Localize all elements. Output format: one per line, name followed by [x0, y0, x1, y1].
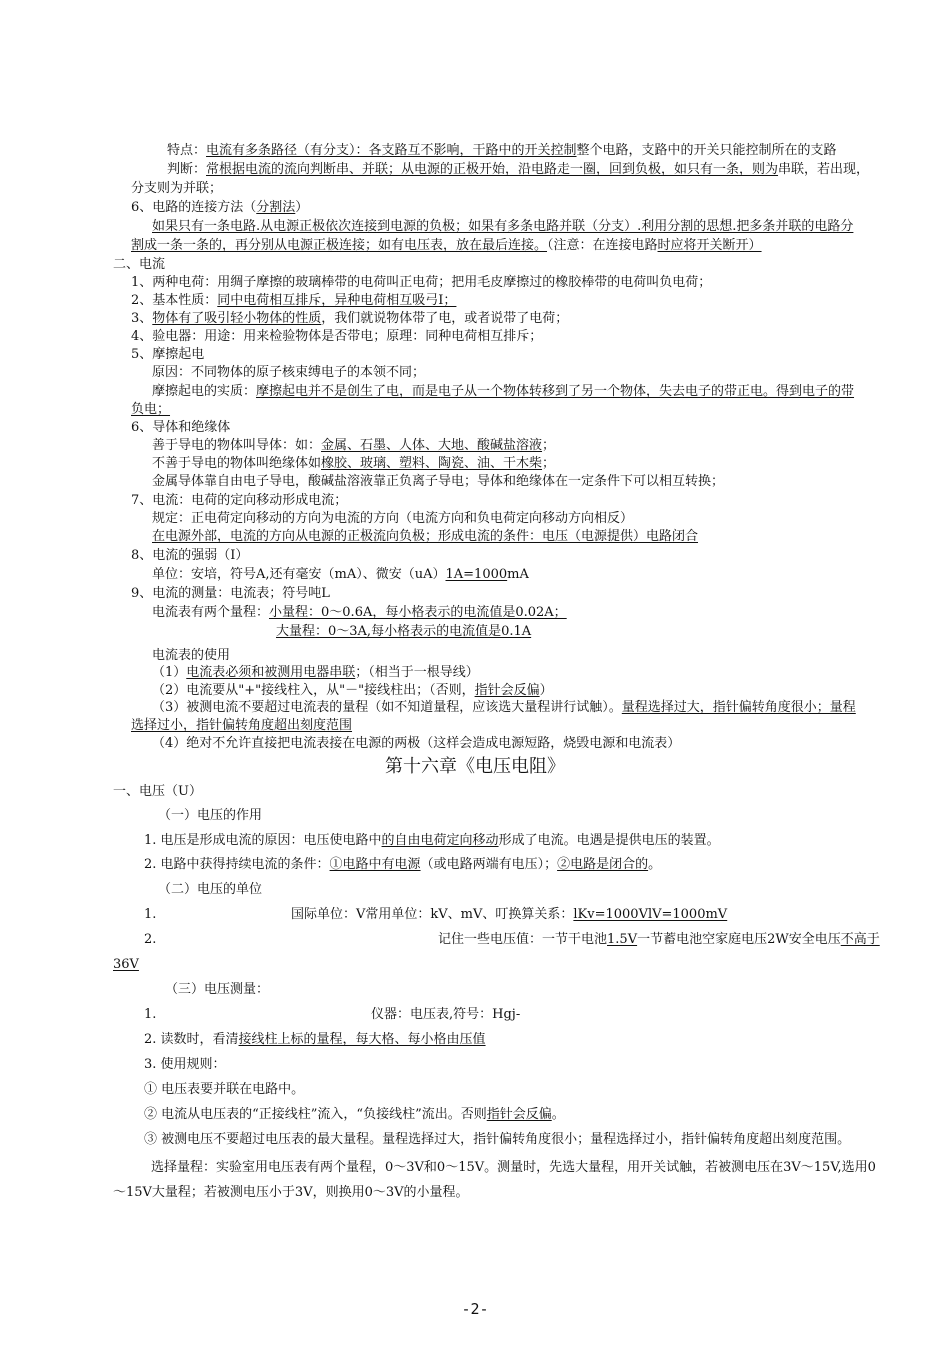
- safe-voltage-label: 不高于: [840, 932, 880, 947]
- current-item-8: 8、电流的强弱（I）: [131, 548, 249, 563]
- method-line-2: [131, 237, 762, 254]
- voltage-point-2: [144, 856, 661, 873]
- voltage-sub-3: （三）电压测量：: [165, 982, 270, 997]
- voltmeter-rule-2: [144, 1106, 565, 1123]
- current-unit-line: [152, 566, 529, 583]
- insulator-label: 不善于导电的物体叫绝缘体如: [152, 456, 322, 471]
- conductor-end: ；: [542, 438, 556, 453]
- ammeter-ranges-small: [152, 604, 567, 621]
- judge-line: [167, 161, 869, 178]
- measure-num-1: 1.: [144, 1007, 157, 1022]
- features-label: 特点：: [167, 143, 207, 158]
- current-item-3: [131, 310, 568, 327]
- voltage-sub-2: （二）电压的单位: [158, 882, 263, 897]
- conductor-examples: 金属、石墨、人体、大地、酸碱盐溶液: [321, 438, 543, 453]
- range-select-1: 选择量程：实验室用电压表有两个量程，0〜3V和0〜15V。测量时，先选大量程，用开关试触，若被测电压在3V〜15V,选用0: [151, 1160, 876, 1175]
- friction-cause: 原因：不同物体的原子核束缚电子的本领不同；: [152, 365, 426, 380]
- range-select-2: 〜15V大量程；若被测电压小于3V，则换用0〜3V的小量程。: [113, 1185, 469, 1200]
- point-2-end: 。: [648, 857, 662, 872]
- insulator-examples: 橡胶、玻璃、塑料、陶瓷、油、干木柴: [321, 456, 543, 471]
- item-2-underlined: 同中电荷相互排斥，异种电荷相互吸弓I；: [217, 293, 457, 308]
- measure-line-2: [144, 1031, 486, 1048]
- current-item-6: 6、导体和绝缘体: [131, 420, 231, 435]
- judge-rest: 串联，若出现，: [778, 162, 870, 177]
- ammeter-rule-3-cont: 选择过小，指针偏转角度超出刻度范围: [131, 718, 353, 733]
- item-3-label: 3、: [131, 311, 153, 326]
- point-1-rest: 形成了电流。电遇是提供电压的装置。: [498, 833, 720, 848]
- unit-line-1: [291, 906, 727, 923]
- current-direction-rule: 规定：正电荷定向移动的方向为电流的方向（电流方向和负电荷定向移动方向相反）: [152, 511, 634, 526]
- voltmeter-rule-3: ③ 被测电压不要超过电压表的最大量程。量程选择过大，指针偏转角度很小；量程选择过小，指针偏转角度超出刻度范围。: [144, 1132, 851, 1147]
- unit-line-2: [438, 931, 880, 948]
- current-item-1: 1、两种电荷：用绸子摩擦的玻璃棒带的电荷叫正电荷；把用毛皮摩擦过的橡胶棒带的电荷叫负电荷；: [131, 275, 712, 290]
- section-heading-current: 二、电流: [113, 257, 166, 272]
- measure-line-1: 仪器：电压表,符号：Hgj-: [371, 1007, 521, 1022]
- ammeter-rule-1: [152, 664, 479, 681]
- current-item-7: 7、电流：电荷的定向移动形成电流；: [131, 493, 348, 508]
- point-2-text: 2. 电路中获得持续电流的条件：: [144, 857, 330, 872]
- current-item-5: 5、摩擦起电: [131, 347, 205, 362]
- battery-voltage: 1.5V: [607, 932, 638, 947]
- voltage-point-1: [144, 832, 720, 849]
- item-3-rest: ，我们就说物体带了电，或者说带了电荷；: [321, 311, 569, 326]
- voltage-sub-1: （一）电压的作用: [158, 808, 263, 823]
- ammeter-rule-2: [152, 682, 553, 699]
- small-range: 小量程：0〜0.6A，每小格表示的电流值是0.02A；: [269, 605, 567, 620]
- rule-2-underlined: 指针会反偏: [474, 683, 540, 698]
- conductor-label: 善于导电的物体叫导体：如：: [152, 438, 322, 453]
- method-underlined: 割成一条一条的，再分别从电源正极连接；如有电压表，放在最后连接。: [131, 238, 548, 253]
- voltage-heading: 一、电压（U）: [113, 784, 202, 799]
- point-2-mid: （或电路两端有电压）；: [420, 857, 558, 872]
- rule-2-end: ）: [539, 683, 553, 698]
- rule-1-rest: ；（相当于一根导线）: [355, 665, 479, 680]
- friction-essence-underlined: 摩擦起电并不是创生了电，而是电子从一个物体转移到了另一个物体，失去电子的带正电。得到电子的带: [256, 384, 855, 399]
- item-3-underlined: 物体有了吸引轻小物体的性质: [152, 311, 322, 326]
- voltmeter-rule-2-end: 。: [551, 1107, 565, 1122]
- item-6: [131, 199, 308, 216]
- judge-line-2: 分支则为并联；: [131, 181, 223, 196]
- rule-1-number: （1）: [152, 665, 187, 680]
- voltmeter-rule-2-underlined: 指针会反偏: [486, 1107, 552, 1122]
- voltmeter-rule-1: ① 电压表要并联在电路中。: [144, 1082, 305, 1097]
- point-1-underlined: 的自由电荷定向移动: [381, 833, 499, 848]
- judge-underlined: 常根据电流的流向判断串、并联；从电源的正极开始，沿电路走一圈，回到负极，如只有一条，则为: [206, 162, 779, 177]
- unit-num-1: 1.: [144, 907, 157, 922]
- unit-end: mA: [507, 567, 529, 582]
- unit-line-1-text: 国际单位：V常用单位：kV、mV、叮换算关系：: [291, 907, 574, 922]
- friction-essence: [152, 383, 854, 400]
- point-1-text: 1. 电压是形成电流的原因：电压使电路中: [144, 833, 382, 848]
- page-number: -2-: [461, 1300, 489, 1318]
- judge-label: 判断：: [167, 162, 207, 177]
- ammeter-ranges-large: 大量程：0〜3A,每小格表示的电流值是0.1A: [276, 624, 532, 639]
- unit-num-2: 2.: [144, 932, 157, 947]
- method-line-1: 如果只有一条电路.从电源正极依次连接到电源的负极；如果有多条电路并联（分支）.利用分割的思想.把多条并联的电路分: [152, 219, 854, 234]
- chapter-title: 第十六章《电压电阻》: [385, 756, 565, 777]
- features-rest: 整个电路，支路中的开关只能控制所在的支路: [576, 143, 837, 158]
- rule-1-underlined: 电流表必须和被测用电器串联: [186, 665, 356, 680]
- item-6-method: 分割法: [256, 200, 296, 215]
- ammeter-ranges-label: 电流表有两个量程：: [152, 605, 270, 620]
- unit-text: 单位：安培，符号A,还有毫安（mA）、微安（uA）: [152, 567, 446, 582]
- ammeter-rule-4: （4）绝对不允许直接把电流表接在电源的两极（这样会造成电源短路，烧毁电源和电流表）: [152, 736, 681, 751]
- item-6-end: ）: [295, 200, 309, 215]
- method-note: （注意：在连接电路: [547, 238, 658, 253]
- friction-essence-label: 摩擦起电的实质：: [152, 384, 257, 399]
- unit-conversion: 1A=1000: [445, 567, 508, 582]
- safe-voltage: 36V: [113, 957, 139, 972]
- item-2-label: 2、基本性质：: [131, 293, 218, 308]
- insulator-line: [152, 455, 555, 472]
- measure-line-3: 3. 使用规则：: [144, 1057, 226, 1072]
- unit-line-2-mid: 一节蓄电池空家庭电压2W安全电压: [637, 932, 841, 947]
- ammeter-use-heading: 电流表的使用: [152, 648, 231, 663]
- rule-3-text: （3）被测电流不要超过电流表的量程（如不知道量程，应该选大量程讲行试触）。: [152, 700, 622, 715]
- unit-line-1-conversion: lKv=1000VlV=1000mV: [573, 907, 728, 922]
- current-item-4: 4、验电器：用途：用来检验物体是否带电；原理：同种电荷相互排斥；: [131, 329, 543, 344]
- point-2-cond-1: ①电路中有电源: [329, 857, 421, 872]
- rule-3-underlined: 量程选择过大，指针偏转角度很小；量程: [621, 700, 856, 715]
- measure-line-2-underlined: 接线柱上标的量程，每大格、每小格由压值: [238, 1032, 486, 1047]
- measure-line-2-text: 2. 读数时，看清: [144, 1032, 239, 1047]
- voltmeter-rule-2-text: ② 电流从电压表的“正接线柱”流入，“负接线柱”流出。否则: [144, 1107, 487, 1122]
- current-item-2: [131, 292, 456, 309]
- rule-2-text: （2）电流要从"+"接线柱入，从"－"接线柱出；（否则，: [152, 683, 475, 698]
- current-item-9: 9、电流的测量：电流表；符号吨L: [131, 586, 330, 601]
- features-line: [167, 142, 837, 159]
- current-condition: 在电源外部，电流的方向从电源的正极流向负极；形成电流的条件：电压（电源提供）电路闭合: [152, 529, 699, 544]
- features-underlined: 电流有多条路径（有分支）：各支路互不影响，干路中的开关控制: [206, 143, 577, 158]
- item-6-text: 6、电路的连接方法（: [131, 200, 257, 215]
- insulator-end: ；: [542, 456, 556, 471]
- method-note-underlined: 时应将开关断开）: [657, 238, 762, 253]
- ammeter-rule-3: [152, 699, 856, 716]
- conductor-line: [152, 437, 555, 454]
- unit-line-2-text: 记住一些电压值：一节干电池: [438, 932, 608, 947]
- metal-conductor-line: 金属导体靠自由电子导电，酸碱盐溶液靠正负离子导电；导体和绝缘体在一定条件下可以相互转换；: [152, 474, 725, 489]
- point-2-cond-2: ②电路是闭合的: [557, 857, 649, 872]
- friction-essence-2: 负电；: [131, 402, 171, 417]
